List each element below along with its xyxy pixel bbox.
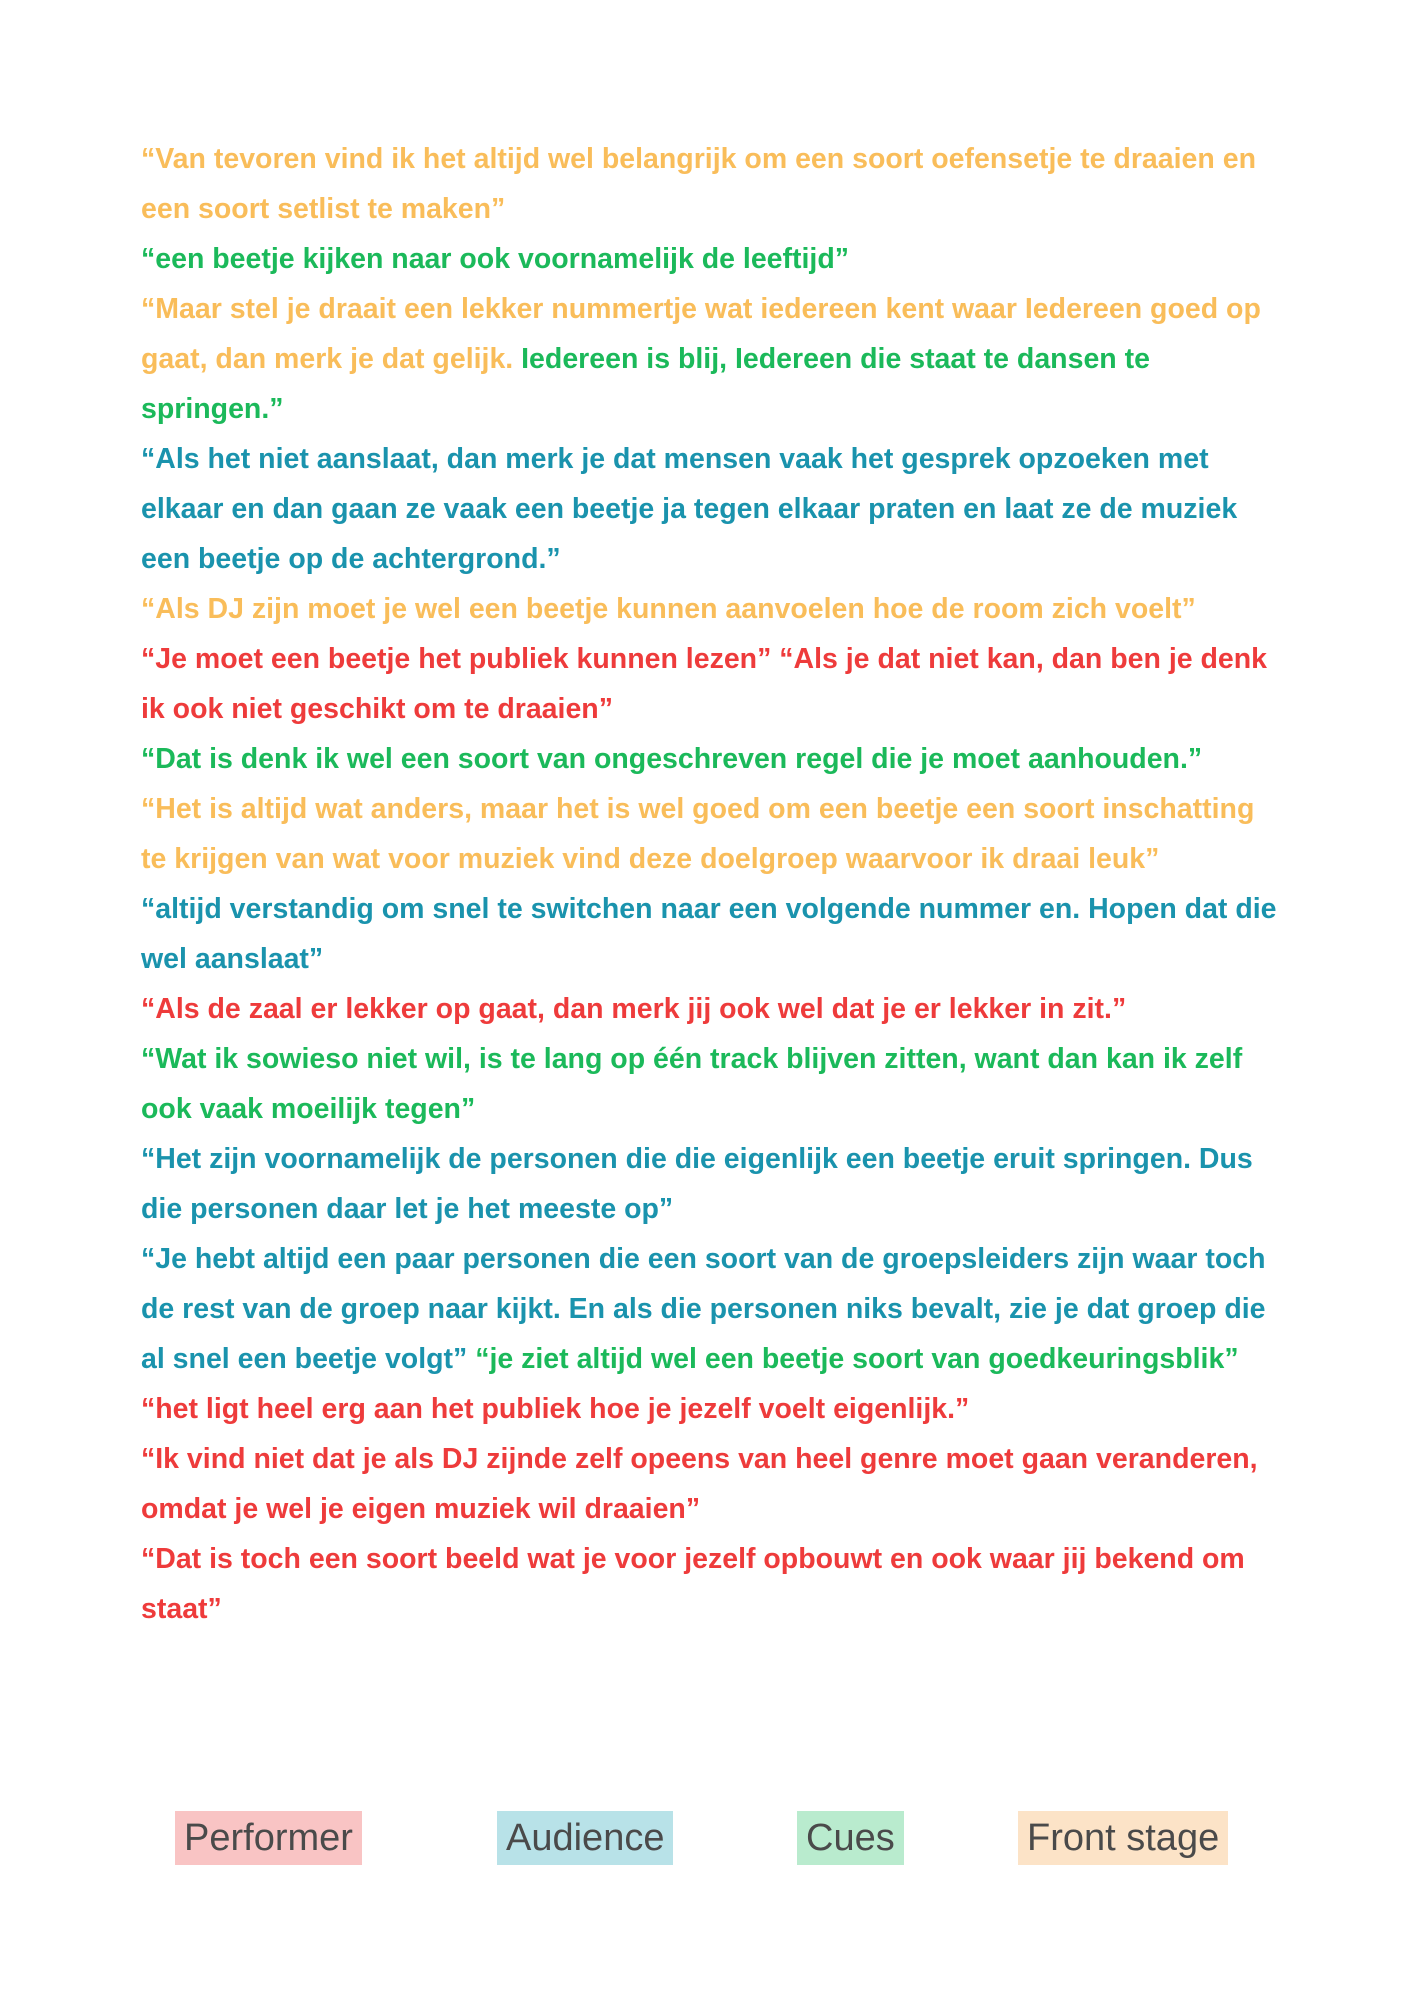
- quote-segment-performer: “het ligt heel erg aan het publiek hoe je jezelf voelt eigenlijk.”: [141, 1393, 970, 1425]
- quote-8: [141, 784, 1281, 884]
- quote-5: [141, 584, 1281, 634]
- quote-16: [141, 1534, 1281, 1634]
- legend-performer: Performer: [175, 1811, 362, 1865]
- quote-segment-cues: “je ziet altijd wel een beetje soort van goedkeuringsblik”: [475, 1343, 1239, 1375]
- quote-15: [141, 1434, 1281, 1534]
- quote-segment-performer: “Ik vind niet dat je als DJ zijnde zelf opeens van heel genre moet gaan veranderen, omdat je wel je eigen muziek wil draaien”: [141, 1443, 1258, 1525]
- quote-list: [141, 134, 1281, 1634]
- quote-3: [141, 284, 1281, 434]
- quote-9: [141, 884, 1281, 984]
- color-legend: [0, 1811, 1414, 1865]
- quote-1: [141, 134, 1281, 234]
- quote-11: [141, 1034, 1281, 1134]
- quote-segment-audience: “Het zijn voornamelijk de personen die die eigenlijk een beetje eruit springen. Dus die personen daar let je het meeste op”: [141, 1143, 1253, 1225]
- quote-2: [141, 234, 1281, 284]
- legend-cues: Cues: [797, 1811, 904, 1865]
- quote-segment-audience: “Je hebt altijd een paar personen die een soort van de groepsleiders zijn waar toch de rest van de groep naar kijkt. En als die personen niks bevalt, zie je dat groep die al snel een beetje volgt”: [141, 1243, 1266, 1375]
- quote-segment-performer: “Je moet een beetje het publiek kunnen lezen” “Als je dat niet kan, dan ben je denk ik ook niet geschikt om te draaien”: [141, 643, 1268, 725]
- quote-segment-front-stage: “Maar stel je draait een lekker nummertje wat iedereen kent waar Iedereen goed op gaat, dan merk je dat gelijk.: [141, 293, 1261, 375]
- legend-front-stage: Front stage: [1018, 1811, 1228, 1865]
- quote-7: [141, 734, 1281, 784]
- quote-segment-audience: “altijd verstandig om snel te switchen naar een volgende nummer en. Hopen dat die wel aanslaat”: [141, 893, 1277, 975]
- quote-segment-front-stage: “Als DJ zijn moet je wel een beetje kunnen aanvoelen hoe de room zich voelt”: [141, 593, 1196, 625]
- quote-segment-front-stage: “Het is altijd wat anders, maar het is wel goed om een beetje een soort inschatting te krijgen van wat voor muziek vind deze doelgroep waarvoor ik draai leuk”: [141, 793, 1255, 875]
- quote-segment-performer: “Als de zaal er lekker op gaat, dan merk jij ook wel dat je er lekker in zit.”: [141, 993, 1127, 1025]
- quote-segment-cues: “Dat is denk ik wel een soort van ongeschreven regel die je moet aanhouden.”: [141, 743, 1203, 775]
- quote-segment-cues: Iedereen is blij, Iedereen die staat te dansen te springen.”: [141, 343, 1150, 425]
- quote-12: [141, 1134, 1281, 1234]
- quote-13: [141, 1234, 1281, 1384]
- quote-4: [141, 434, 1281, 584]
- quote-segment-cues: “een beetje kijken naar ook voornamelijk de leeftijd”: [141, 243, 849, 275]
- quote-segment-audience: “Als het niet aanslaat, dan merk je dat mensen vaak het gesprek opzoeken met elkaar en dan gaan ze vaak een beetje ja tegen elkaar praten en laat ze de muziek een beetje op de achtergrond.”: [141, 443, 1238, 575]
- quote-14: [141, 1384, 1281, 1434]
- quote-segment-front-stage: “Van tevoren vind ik het altijd wel belangrijk om een soort oefensetje te draaien en een soort setlist te maken”: [141, 143, 1256, 225]
- quote-10: [141, 984, 1281, 1034]
- quote-segment-cues: “Wat ik sowieso niet wil, is te lang op één track blijven zitten, want dan kan ik zelf ook vaak moeilijk tegen”: [141, 1043, 1243, 1125]
- legend-audience: Audience: [497, 1811, 673, 1865]
- quote-segment-performer: “Dat is toch een soort beeld wat je voor jezelf opbouwt en ook waar jij bekend om staat”: [141, 1543, 1245, 1625]
- quote-6: [141, 634, 1281, 734]
